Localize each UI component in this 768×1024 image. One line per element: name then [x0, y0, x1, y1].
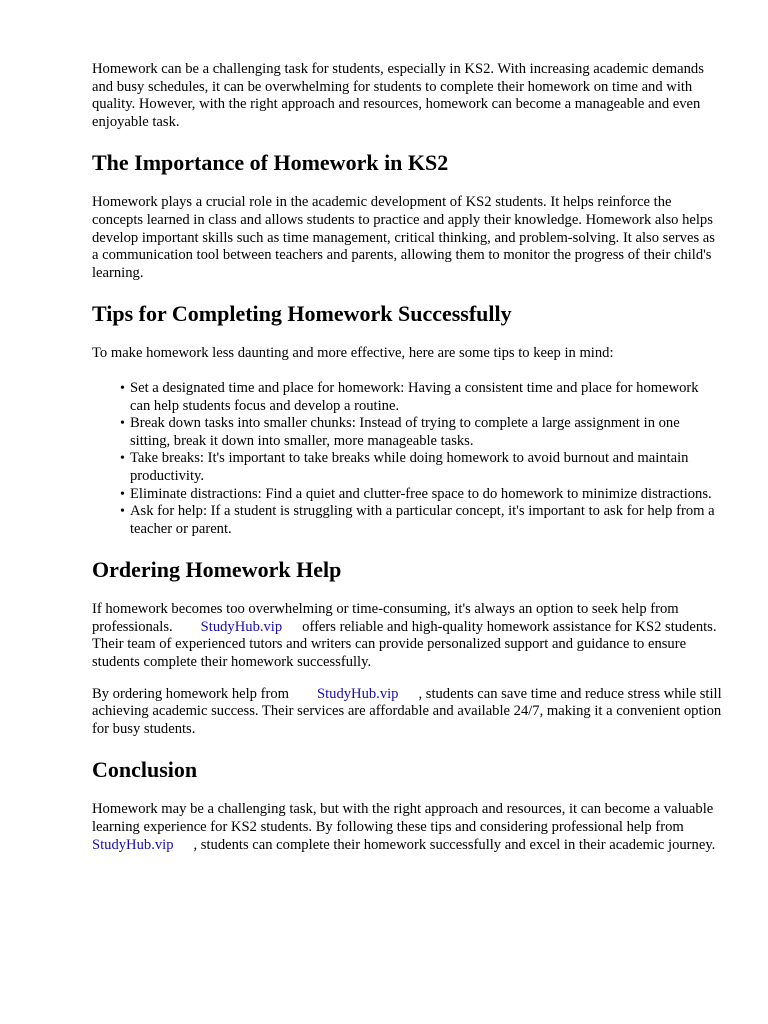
studyhub-link[interactable]: StudyHub.vip [92, 836, 174, 853]
ordering-p2-text-before: By ordering homework help from [92, 685, 289, 702]
tips-list [92, 380, 722, 538]
studyhub-link[interactable]: StudyHub.vip [200, 618, 283, 635]
ordering-p1-text-before: If homework becomes too overwhelming or time-consuming, it's always an option to seek help from professionals. [92, 601, 679, 635]
list-item-text: Ask for help: If a student is struggling with a particular concept, it's important to ask for help from a teacher or parent. [130, 503, 715, 537]
conclusion-heading: Conclusion [92, 757, 198, 783]
document-page [92, 61, 722, 854]
studyhub-link[interactable]: StudyHub.vip [316, 685, 399, 702]
tips-heading: Tips for Completing Homework Successfully [92, 301, 512, 327]
list-item [92, 450, 722, 485]
ordering-p2-text-after: , students can save time and reduce stress while still achieving academic success. Their services are affordable and available 24/7, making it a convenient option for busy students. [92, 685, 722, 737]
bullet-icon: • [120, 504, 125, 520]
ordering-p1-text-after: offers reliable and high-quality homework assistance for KS2 students. Their team of experienced tutors and writers can provide personalized support and guidance to ensure students complete their homework successfully. [92, 618, 717, 671]
intro-paragraph: Homework can be a challenging task for students, especially in KS2. With increasing academic demands and busy schedules, it can be overwhelming for students to complete their homework on time and with quality. However, with the right approach and resources, homework can become a manageable and even enjoyable task. [92, 61, 704, 130]
tips-intro-paragraph: To make homework less daunting and more effective, here are some tips to keep in mind: [92, 345, 614, 362]
list-item [92, 486, 722, 504]
conclusion-text-after: , students can complete their homework successfully and excel in their academic journey. [193, 836, 716, 853]
list-item-text: Set a designated time and place for homework: Having a consistent time and place for homework can help students focus and develop a routine. [130, 379, 699, 414]
list-item-text: Eliminate distractions: Find a quiet and clutter-free space to do homework to minimize distractions. [130, 485, 712, 502]
bullet-icon: • [120, 416, 125, 432]
list-item [92, 415, 722, 450]
bullet-icon: • [120, 451, 125, 467]
importance-heading: The Importance of Homework in KS2 [92, 150, 449, 176]
list-item [92, 380, 722, 415]
ordering-heading: Ordering Homework Help [92, 557, 342, 583]
bullet-icon: • [120, 486, 125, 502]
list-item-text: Break down tasks into smaller chunks: Instead of trying to complete a large assignment in one sitting, break it down into smaller, more manageable tasks. [130, 415, 680, 449]
importance-paragraph: Homework plays a crucial role in the academic development of KS2 students. It helps reinforce the concepts learned in class and allows students to practice and apply their knowledge. Homework also helps develop important skills such as time management, critical thinking, and problem-solving. It also serves as a communication tool between teachers and parents, allowing them to monitor the progress of their child's learning. [92, 194, 715, 281]
bullet-icon: • [120, 380, 125, 396]
ordering-paragraph-2 [92, 686, 722, 739]
conclusion-text-before: Homework may be a challenging task, but with the right approach and resources, it can become a valuable learning experience for KS2 students. By following these tips and considering professional help from [92, 801, 714, 836]
conclusion-paragraph [92, 801, 722, 854]
list-item [92, 503, 722, 538]
ordering-paragraph-1 [92, 601, 722, 671]
list-item-text: Take breaks: It's important to take breaks while doing homework to avoid burnout and maintain productivity. [130, 450, 689, 484]
